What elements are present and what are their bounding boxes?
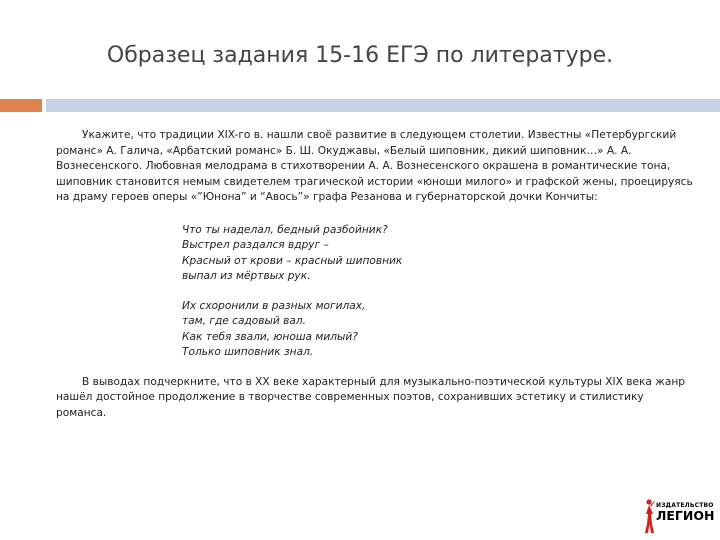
task-intro-paragraph: Укажите, что традиции XIX-го в. нашли своё развитие в следующем столетии. Известны «Петербургский романс» А. Галича, «Арбатский романс» Б. Ш. Окуджавы, «Белый шиповник, дикий шиповник…» А. А. Вознесенского. Любовная мелодрама в стихотворении А. А. Вознесенского окрашена в романтические тона, шиповник становится немым свидетелем трагической истории «юноши милого» и графской жены, проецируясь на драму героев оперы «”Юнона” и “Авось”» графа Резанова и губернаторской дочки Кончиты: <box>56 129 693 203</box>
title-rule-accent <box>0 99 42 112</box>
slide-title: Образец задания 15-16 ЕГЭ по литературе. <box>106 43 614 68</box>
poem-line: Выстрел раздался вдруг – <box>182 239 329 251</box>
legion-figure-icon <box>643 498 655 534</box>
poem-line: выпал из мёртвых рук. <box>182 270 311 282</box>
task-conclusion-paragraph: В выводах подчеркните, что в XX веке характерный для музыкально-поэтической культуры XIX века жанр нашёл достойное продолжение в творчестве современных поэтов, сохранивших эстетику и стилистику романса. <box>56 375 685 419</box>
poem-stanza-1 <box>182 223 696 285</box>
logo-brand-name: ЛЕГИОН <box>656 508 715 523</box>
poem-quote <box>182 223 696 361</box>
poem-stanza-2 <box>182 299 696 361</box>
poem-line: Как тебя звали, юноша милый? <box>182 330 358 343</box>
logo-publisher-label: ИЗДАТЕЛЬСТВО <box>656 502 714 509</box>
poem-line: Красный от крови – красный шиповник <box>182 254 403 267</box>
task-body <box>56 128 696 421</box>
title-rule-bar <box>46 99 720 112</box>
poem-line: Что ты наделал, бедный разбойник? <box>182 223 388 236</box>
poem-line: там, где садовый вал. <box>182 315 307 327</box>
poem-line: Только шиповник знал. <box>182 346 314 358</box>
publisher-logo <box>643 496 713 536</box>
poem-line: Их схоронили в разных могилах, <box>182 299 366 312</box>
